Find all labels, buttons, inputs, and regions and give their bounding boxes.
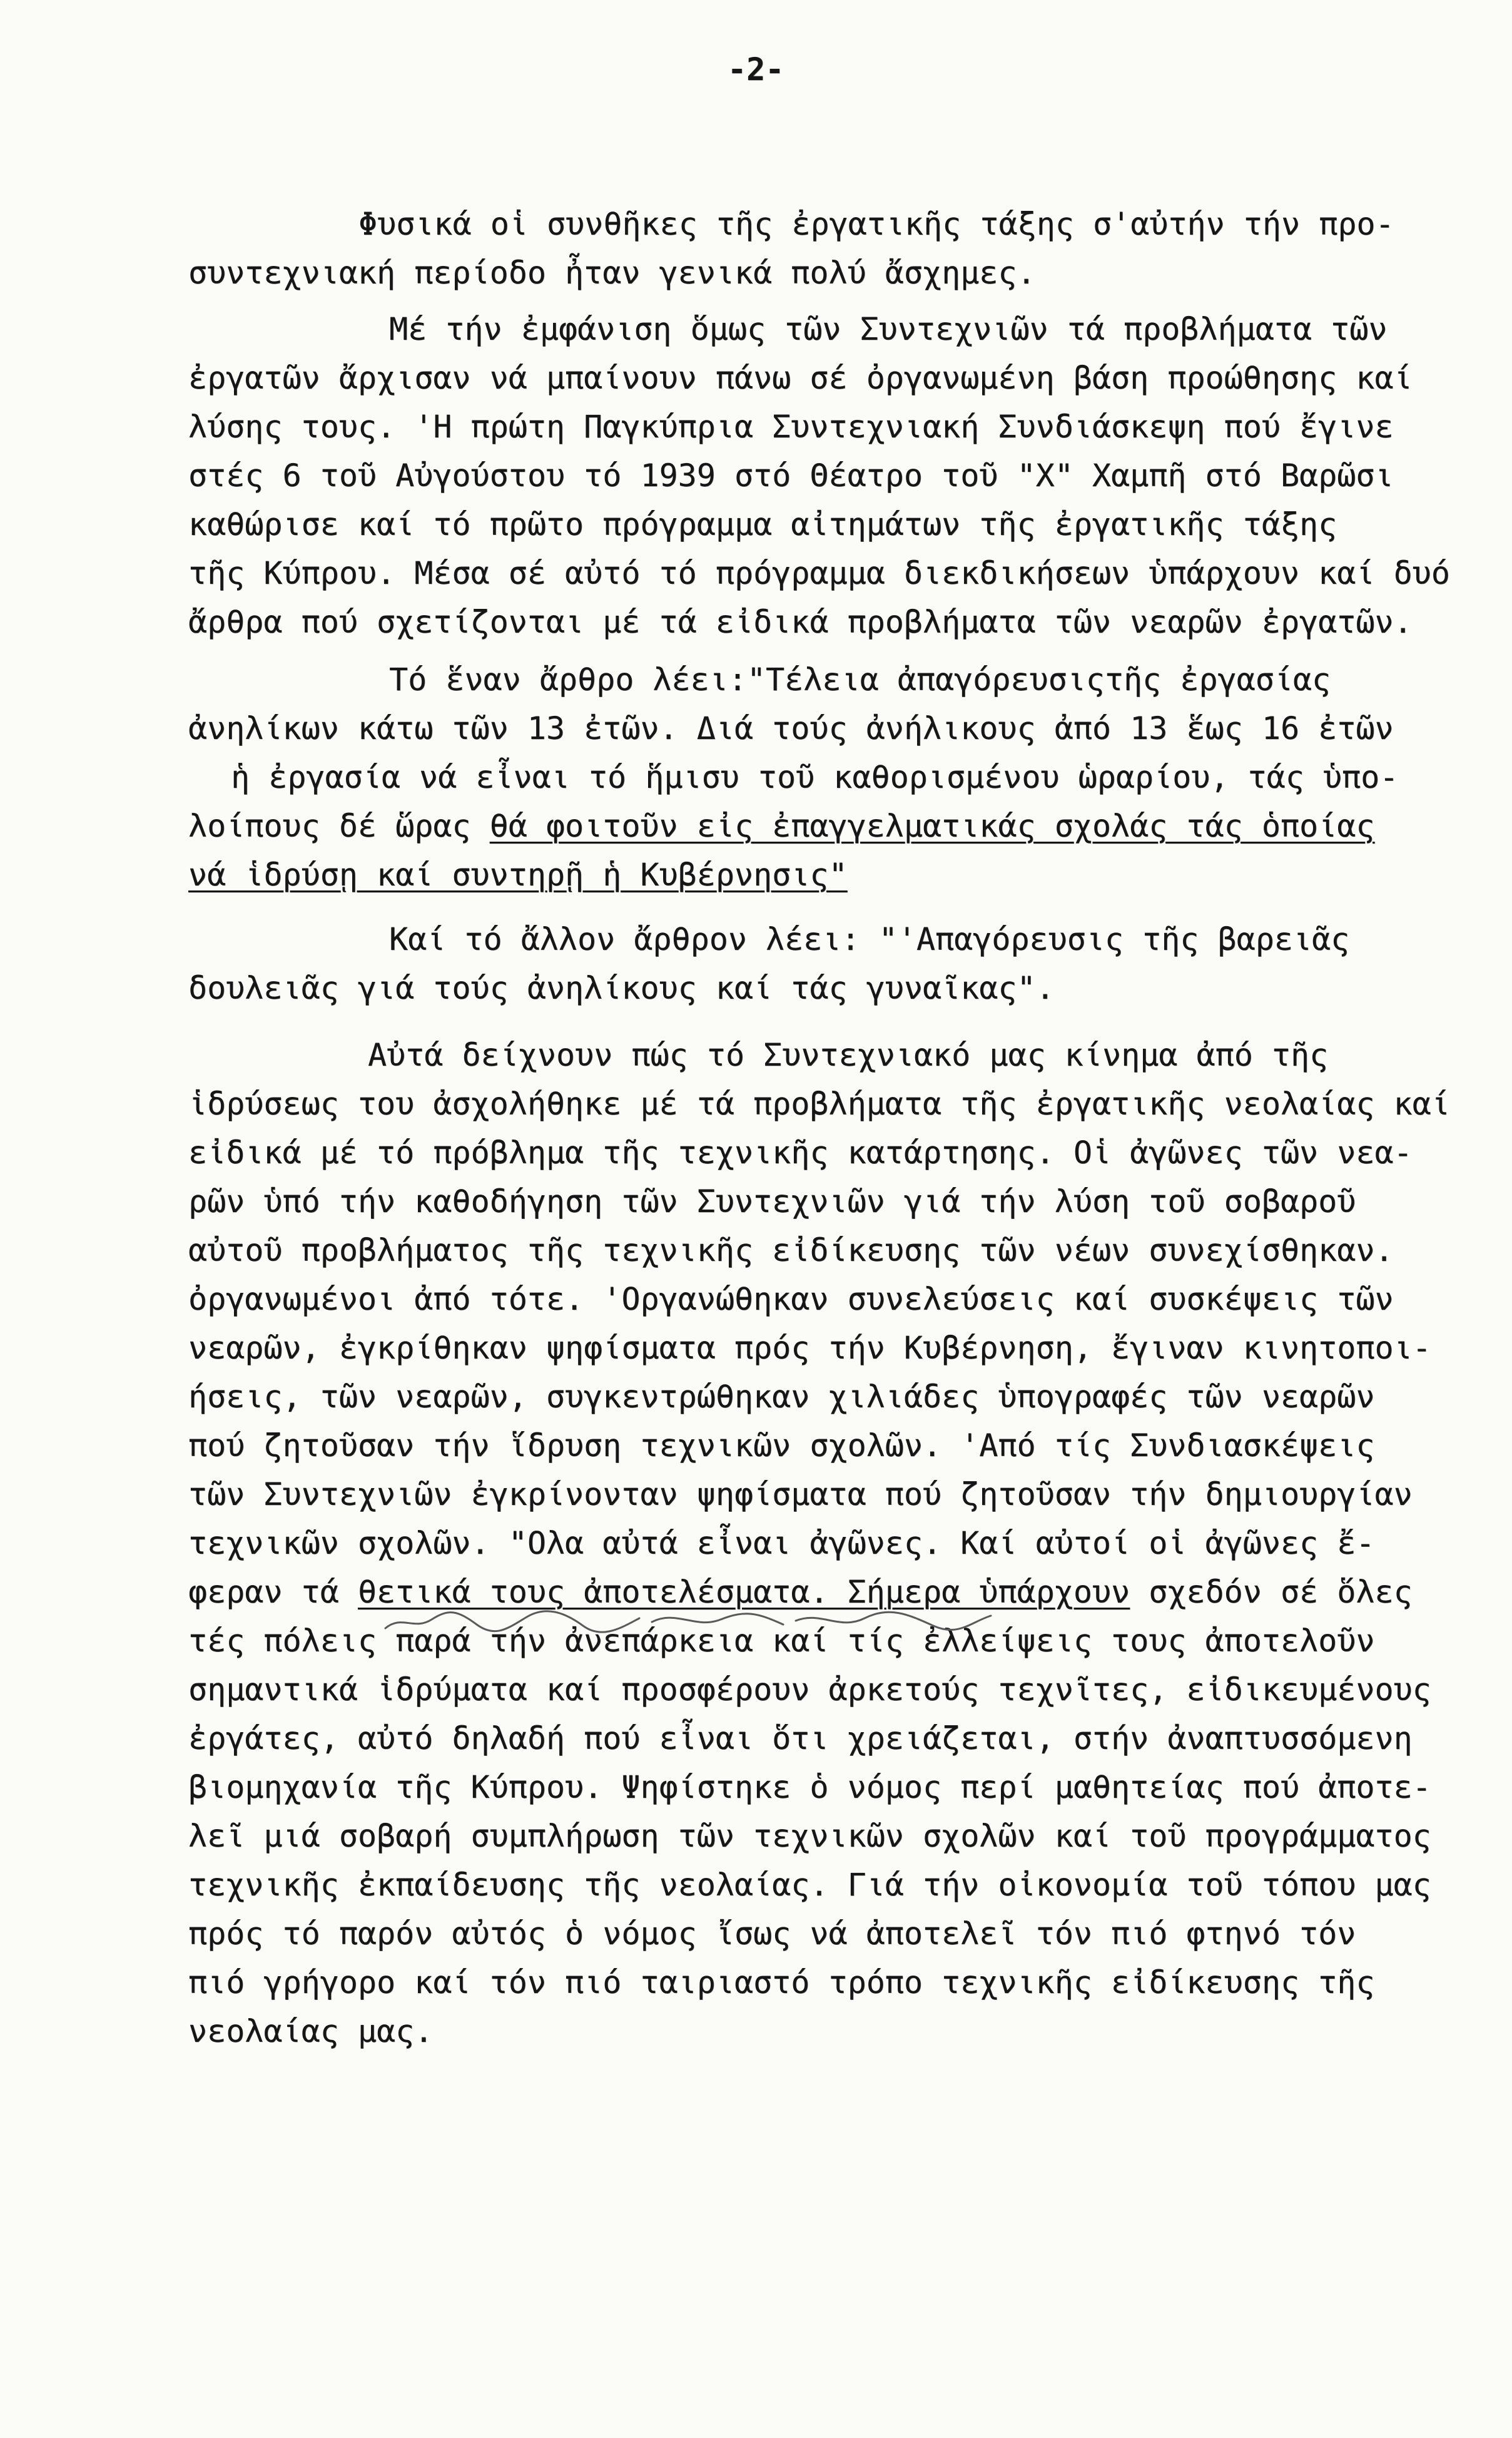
- text-line: τῶν Συντεχνιῶν ἐγκρίνονταν ψηφίσματα πού ζητοῦσαν τήν δημιουργίαν: [188, 1476, 1413, 1512]
- text-line: τές πόλεις παρά τήν ἀνεπάρκεια καί τίς ἐλλείψεις τους ἀποτελοῦν: [188, 1623, 1375, 1659]
- underlined-text: θά φοιτοῦν εἰς ἐπαγγελματικάς σχολάς τάς ὁποίας: [489, 808, 1375, 844]
- text-line: λεῖ μιά σοβαρή συμπλήρωση τῶν τεχνικῶν σχολῶν καί τοῦ προγράμματος: [188, 1818, 1431, 1854]
- paragraph: [188, 305, 1489, 646]
- text-segment: λοίπους δέ ὥρας: [188, 808, 490, 844]
- text-line: Μέ τήν ἐμφάνιση ὅμως τῶν Συντεχνιῶν τά προβλήματα τῶν: [389, 311, 1388, 347]
- text-line: Καί τό ἄλλον ἄρθρον λέει: "'Απαγόρευσις τῆς βαρειᾶς: [389, 921, 1350, 957]
- text-line: στές 6 τοῦ Αὐγούστου τό 1939 στό Θέατρο τοῦ "Χ" Χαμπῆ στό Βαρῶσι: [188, 457, 1394, 494]
- text-line: ἀνηλίκων κάτω τῶν 13 ἐτῶν. Διά τούς ἀνήλικους ἀπό 13 ἕως 16 ἐτῶν: [188, 710, 1394, 747]
- text-segment: φεραν τά: [188, 1574, 358, 1610]
- text-line: ήσεις, τῶν νεαρῶν, συγκεντρώθηκαν χιλιάδες ὑπογραφές τῶν νεαρῶν: [188, 1379, 1375, 1415]
- underlined-text: θετικά τους ἀποτελέσματα. Σήμερα ὑπάρχουν: [357, 1574, 1130, 1610]
- text-line: αὐτοῦ προβλήματος τῆς τεχνικῆς εἰδίκευσης τῶν νέων συνεχίσθηκαν.: [188, 1232, 1394, 1268]
- text-line: ἄρθρα πού σχετίζονται μέ τά εἰδικά προβλήματα τῶν νεαρῶν ἐργατῶν.: [188, 604, 1413, 640]
- text-line: εἰδικά μέ τό πρόβλημα τῆς τεχνικῆς κατάρτησης. Οἱ ἀγῶνες τῶν νεα-: [188, 1135, 1413, 1171]
- text-line: δουλειᾶς γιά τούς ἀνηλίκους καί τάς γυναῖκας".: [188, 970, 1055, 1006]
- text-line: ἱδρύσεως του ἀσχολήθηκε μέ τά προβλήματα τῆς ἐργατικῆς νεολαίας καί: [188, 1086, 1450, 1122]
- text-line: ρῶν ὑπό τήν καθοδήγηση τῶν Συντεχνιῶν γιά τήν λύση τοῦ σοβαροῦ: [188, 1183, 1356, 1220]
- handwritten-annotation: [383, 1603, 996, 1636]
- text-line: πού ζητοῦσαν τήν ἵδρυση τεχνικῶν σχολῶν. 'Από τίς Συνδιασκέψεις: [188, 1427, 1375, 1464]
- text-segment: σχεδόν σέ ὅλες: [1130, 1574, 1413, 1610]
- underlined-text: νά ἱδρύσῃ καί συντηρῇ ἡ Κυβέρνησις": [188, 857, 848, 893]
- text-line: [188, 802, 1489, 850]
- text-line: ὀργανωμένοι ἀπό τότε. 'Οργανώθηκαν συνελεύσεις καί συσκέψεις τῶν: [188, 1281, 1394, 1317]
- text-line: καθώρισε καί τό πρῶτο πρόγραμμα αἰτημάτων τῆς ἐργατικῆς τάξης: [188, 506, 1337, 543]
- text-line: Αὐτά δείχνουν πώς τό Συντεχνιακό μας κίνημα ἀπό τῆς: [368, 1037, 1329, 1073]
- paragraph: [188, 200, 1489, 297]
- text-line: πρός τό παρόν αὐτός ὁ νόμος ἴσως νά ἀποτελεῖ τόν πιό φτηνό τόν: [188, 1915, 1356, 1952]
- text-line: Τό ἕναν ἄρθρο λέει:"Τέλεια ἀπαγόρευσιςτῆς ἐργασίας: [389, 661, 1331, 698]
- text-line: νεολαίας μας.: [188, 2013, 434, 2049]
- text-line: τῆς Κύπρου. Μέσα σέ αὐτό τό πρόγραμμα διεκδικήσεων ὑπάρχουν καί δυό: [188, 555, 1450, 591]
- text-line: [188, 850, 1489, 899]
- text-line: ἐργατῶν ἄρχισαν νά μπαίνουν πάνω σέ ὀργανωμένη βάση προώθησης καί: [188, 360, 1413, 396]
- text-line: λύσης τους. 'Η πρώτη Παγκύπρια Συντεχνιακή Συνδιάσκεψη πού ἔγινε: [188, 409, 1394, 445]
- text-line: σημαντικά ἱδρύματα καί προσφέρουν ἀρκετούς τεχνῖτες, εἰδικευμένους: [188, 1671, 1431, 1708]
- text-line: Φυσικά οἱ συνθῆκες τῆς ἐργατικῆς τάξης σ'αὐτήν τήν προ-: [358, 206, 1394, 242]
- page-number: -2-: [728, 51, 784, 88]
- text-line: πιό γρήγορο καί τόν πιό ταιριαστό τρόπο τεχνικῆς εἰδίκευσης τῆς: [188, 1964, 1375, 2001]
- text-line: ἐργάτες, αὐτό δηλαδή πού εἶναι ὅτι χρειάζεται, στήν ἀναπτυσσόμενη: [188, 1720, 1413, 1757]
- text-line: τεχνικῶν σχολῶν. "Ολα αὐτά εἶναι ἀγῶνες. Καί αὐτοί οἱ ἀγῶνες ἔ-: [188, 1525, 1375, 1561]
- paragraph: [188, 1031, 1489, 2056]
- paragraph: [188, 655, 1489, 899]
- text-line: ἡ ἐργασία νά εἶναι τό ἥμισυ τοῦ καθορισμένου ὡραρίου, τάς ὑπο-: [231, 759, 1399, 795]
- document-body: [188, 200, 1489, 2056]
- text-line: τεχνικῆς ἐκπαίδευσης τῆς νεολαίας. Γιά τήν οἰκονομία τοῦ τόπου μας: [188, 1867, 1431, 1903]
- text-line: βιομηχανία τῆς Κύπρου. Ψηφίστηκε ὁ νόμος περί μαθητείας πού ἀποτε-: [188, 1769, 1431, 1805]
- text-line: συντεχνιακή περίοδο ἦταν γενικά πολύ ἄσχημες.: [188, 255, 1036, 291]
- paragraph: [188, 915, 1489, 1012]
- text-line: νεαρῶν, ἐγκρίθηκαν ψηφίσματα πρός τήν Κυβέρνηση, ἔγιναν κινητοποι-: [188, 1330, 1431, 1366]
